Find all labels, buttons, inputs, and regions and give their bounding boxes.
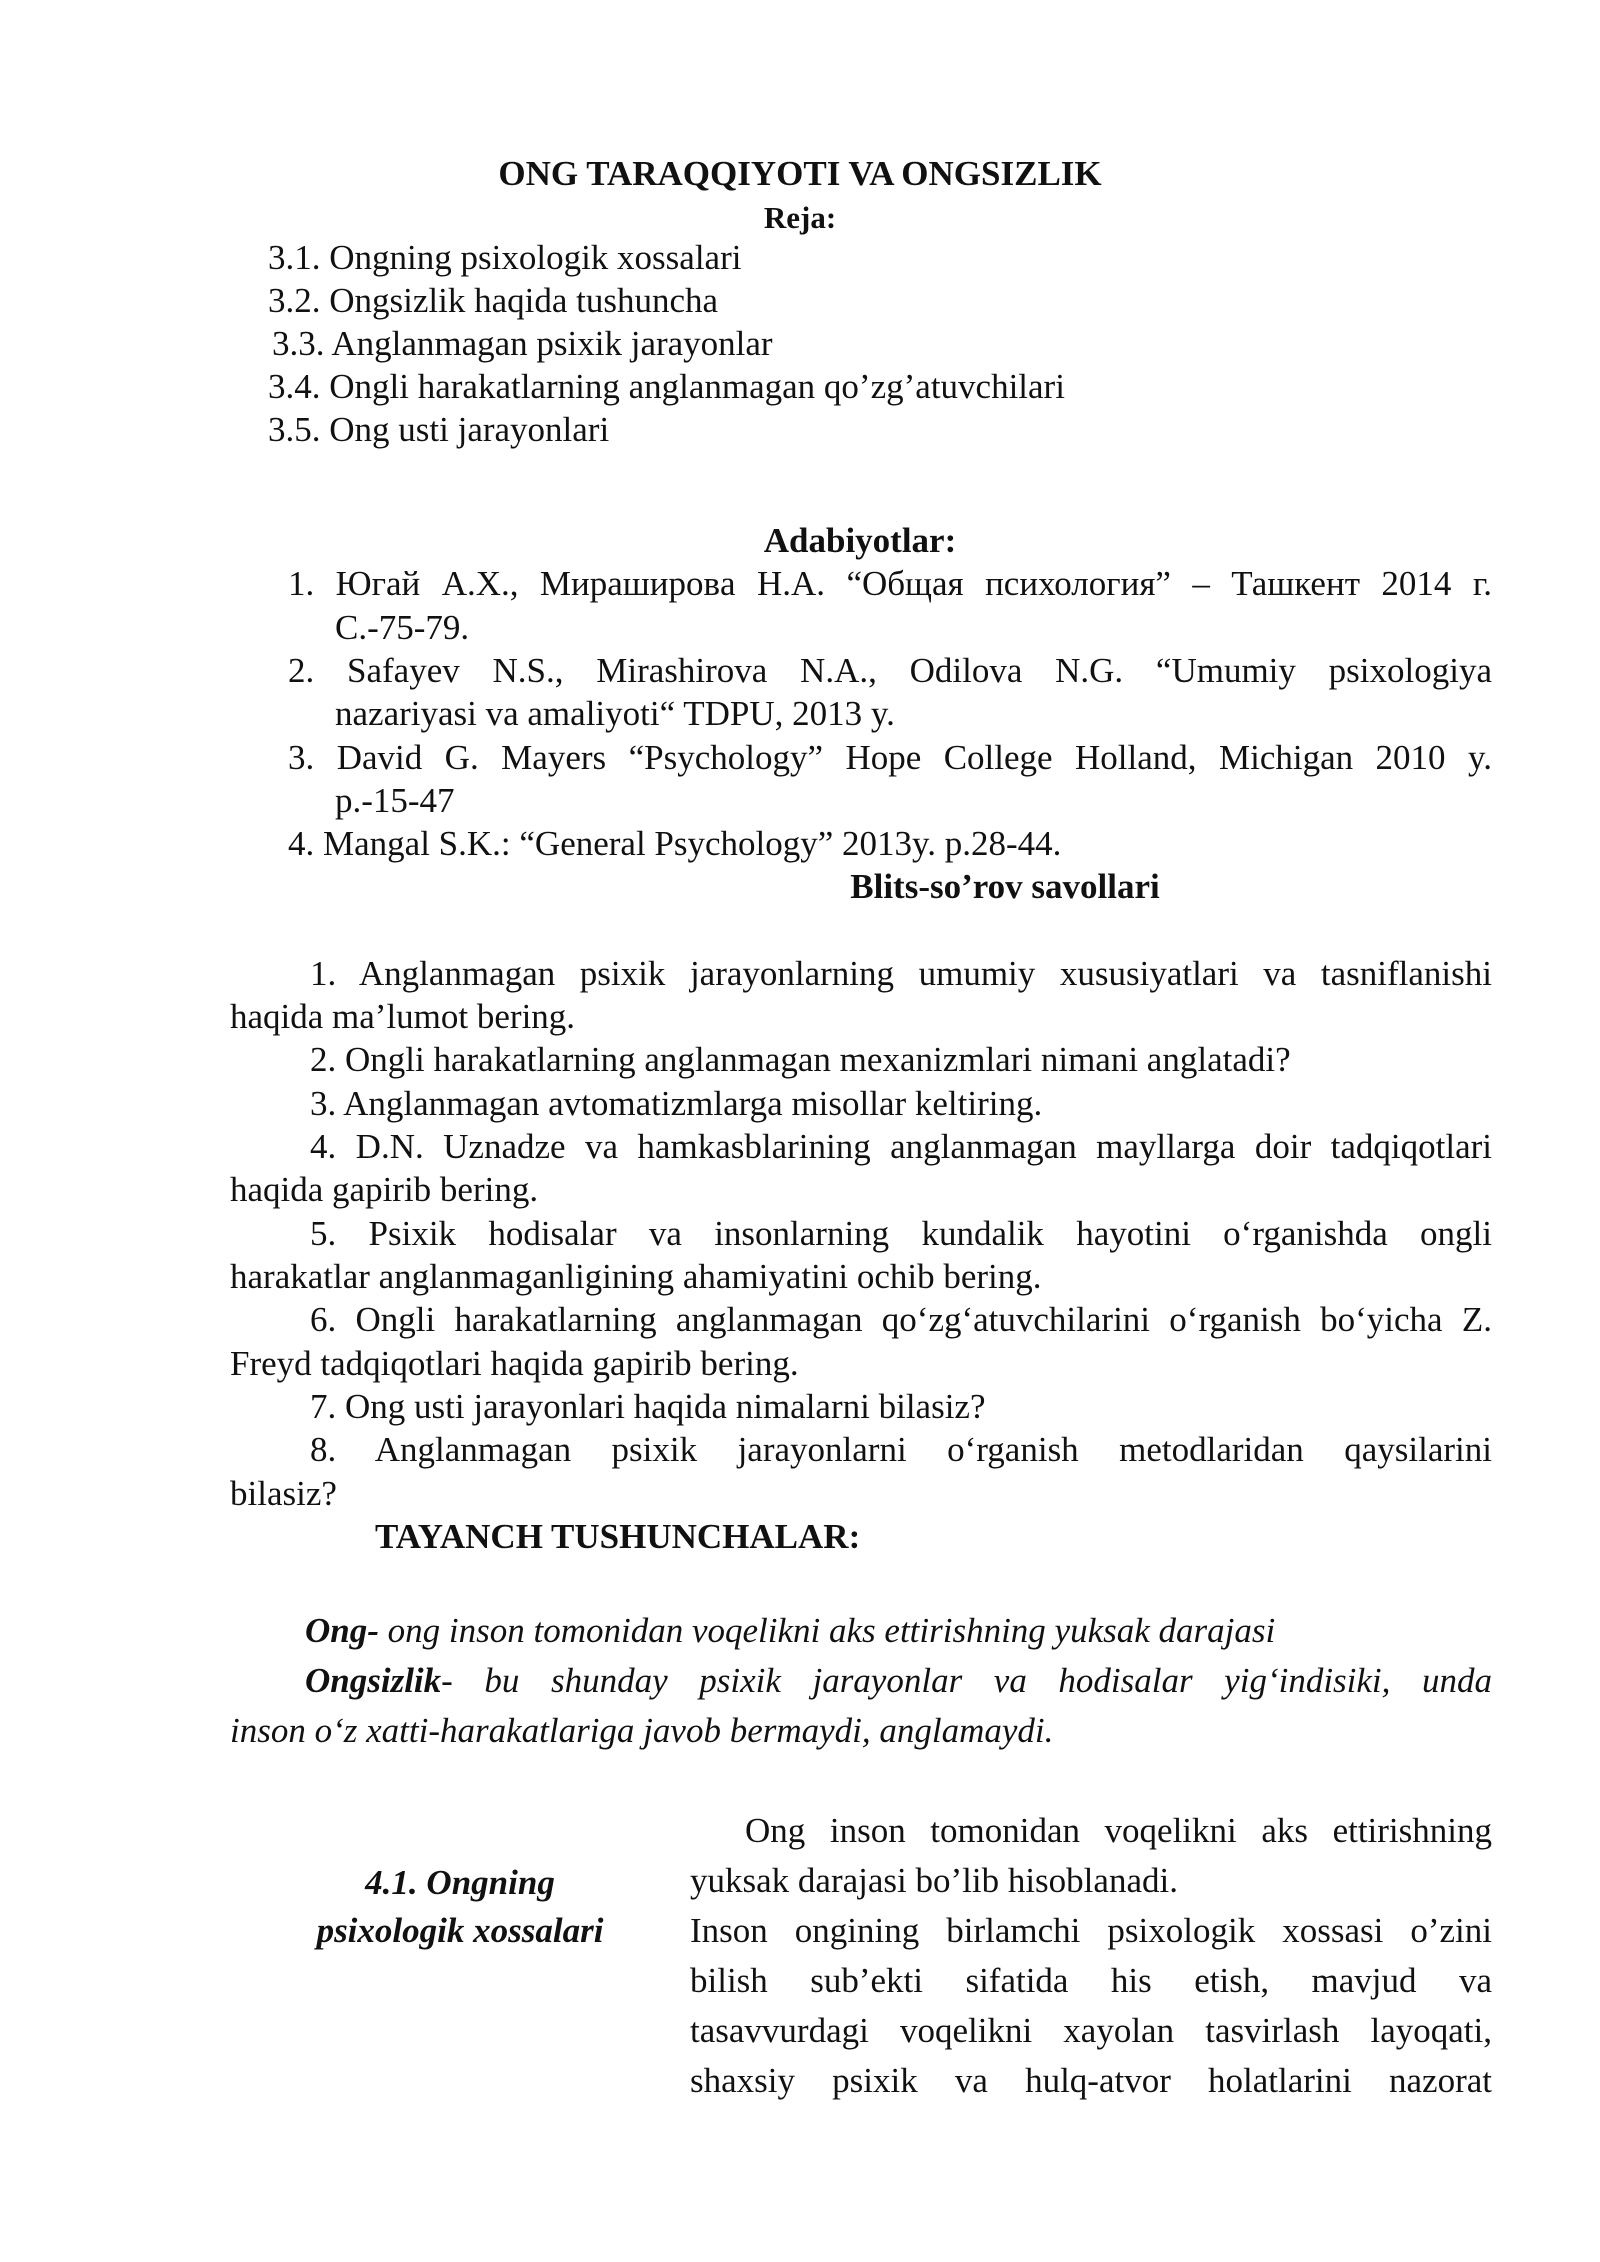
literature-item-cont: С.-75-79. [335,608,470,647]
literature-item-cont: nazariyasi va amaliyoti“ TDPU, 2013 y. [335,694,895,733]
question-item: 8. Anglanmagan psixik jarayonlarni o‘rganish metodlaridan qaysilarini [310,1430,1492,1469]
definition-term: Ongsizlik [305,1661,442,1700]
section-paragraph-line: bilish sub’ekti sifatida his etish, mavjud va [690,1961,1492,2000]
literature-item: 1. Югай А.Х., Мирашировa Н.А. “Общая психология” – Ташкент 2014 г. [288,564,1492,603]
question-item: 6. Ongli harakatlarning anglanmagan qo‘zg‘atuvchilarini o‘rganish bo‘yicha Z. [310,1300,1492,1339]
section-paragraph-line: Ong inson tomonidan voqelikni aks ettirishning [745,1811,1492,1850]
literature-item: 4. Mangal S.K.: “General Psychology” 2013y. p.28-44. [288,824,1062,863]
literature-item-cont: p.-15-47 [335,781,455,820]
question-item: 1. Anglanmagan psixik jarayonlarning umumiy xususiyatlari va tasniflanishi [310,954,1492,993]
plan-heading: Reja: [763,200,837,235]
plan-item: 3.4. Ongli harakatlarning anglanmagan qo’zg’atuvchilari [268,367,1065,406]
definition-ongsizlik [305,1659,1492,1702]
definition-text: - bu shunday psixik jarayonlar va hodisalar yig‘indisiki, unda [441,1661,1492,1700]
question-item: 4. D.N. Uznadze va hamkasblarining anglanmagan mayllarga doir tadqiqotlari [310,1127,1492,1166]
document-title: ONG TARAQQIYOTI VA ONGSIZLIK [498,154,1102,193]
section-paragraph-line: tasavvurdagi voqelikni xayolan tasvirlash layoqati, [690,2011,1492,2050]
plan-item: 3.2. Ongsizlik haqida tushuncha [268,281,719,320]
question-item: 7. Ong usti jarayonlari haqida nimalarni bilasiz? [310,1387,986,1426]
definition-text: ong inson tomonidan voqelikni aks ettirishning yuksak darajasi [378,1611,1276,1650]
question-item: 3. Anglanmagan avtomatizmlarga misollar keltiring. [310,1084,1043,1123]
key-concepts-heading: TAYANCH TUSHUNCHALAR: [375,1517,861,1556]
question-item-cont: haqida ma’lumot bering. [230,997,576,1036]
question-item-cont: bilasiz? [230,1474,337,1513]
question-item: 5. Psixik hodisalar va insonlarning kundalik hayotini o‘rganishda ongli [310,1214,1492,1253]
definition-term: Ong- [305,1611,379,1650]
literature-heading: Adabiyotlar: [763,521,957,560]
blitz-heading: Blits-so’rov savollari [850,867,1160,906]
definition-ong [305,1609,1275,1652]
literature-item: 2. Safayev N.S., Mirashirova N.A., Odilova N.G. “Umumiy psixologiya [288,651,1492,690]
section-heading [285,1859,635,1955]
section-paragraph-line: yuksak darajasi bo’lib hisoblanadi. [690,1861,1178,1900]
plan-item: 3.5. Ong usti jarayonlari [268,410,610,449]
question-item: 2. Ongli harakatlarning anglanmagan mexanizmlari nimani anglatadi? [310,1040,1291,1079]
question-item-cont: haqida gapirib bering. [230,1170,539,1209]
section-paragraph-line: Inson ongining birlamchi psixologik xossasi o’zini [690,1911,1492,1950]
section-heading-line: psixologik xossalari [316,1911,604,1950]
question-item-cont: Freyd tadqiqotlari haqida gapirib bering. [230,1344,799,1383]
question-item-cont: harakatlar anglanmaganligining ahamiyatini ochib bering. [230,1257,1042,1296]
section-heading-line: 4.1. Ongning [365,1863,555,1902]
plan-item: 3.3. Anglanmagan psixik jarayonlar [272,324,773,363]
plan-item: 3.1. Ongning psixologik xossalari [268,238,742,277]
definition-text-cont: inson o‘z xatti-harakatlariga javob bermaydi, anglamaydi. [230,1711,1054,1750]
section-paragraph-line: shaxsiy psixik va hulq-atvor holatlarini nazorat [690,2061,1492,2100]
literature-item: 3. David G. Mayers “Psychology” Hope College Holland, Michigan 2010 y. [288,738,1492,777]
